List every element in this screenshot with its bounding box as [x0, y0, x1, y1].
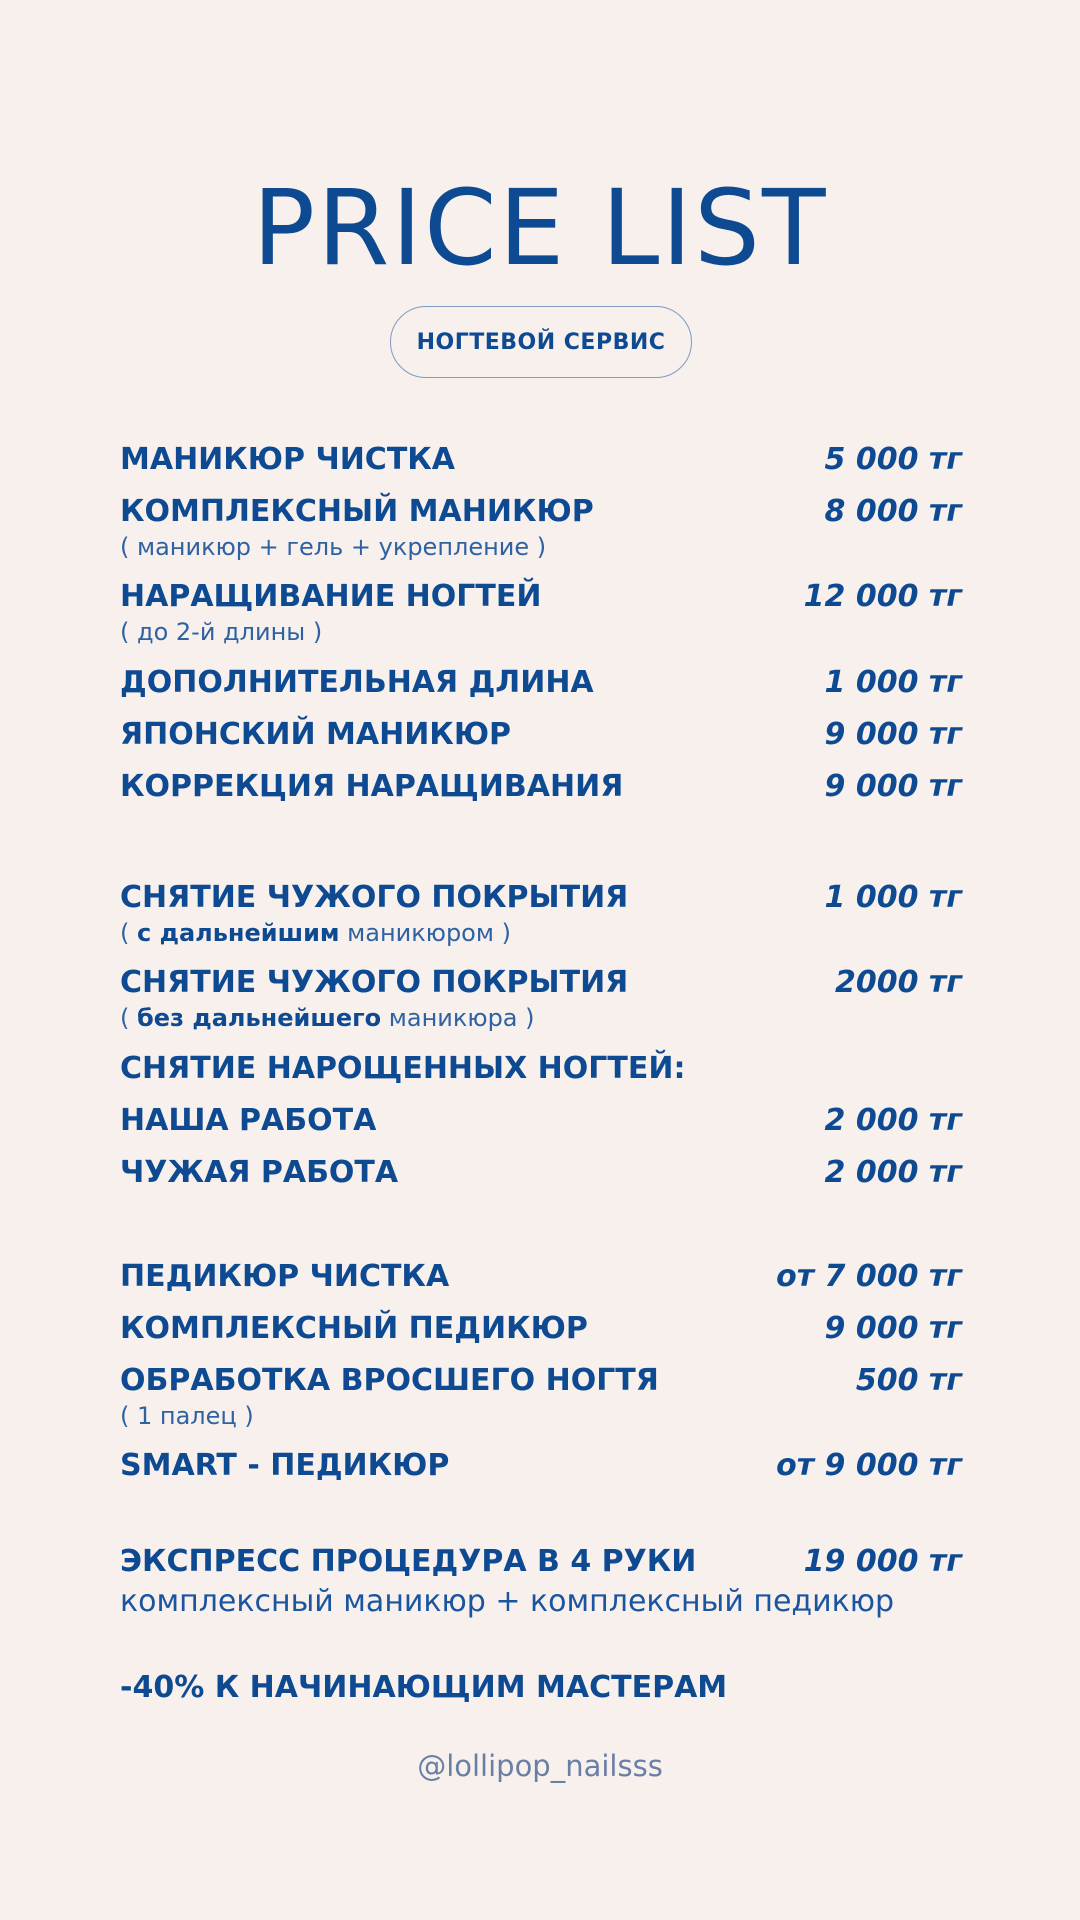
- item-note: ( маникюр + гель + укрепление ): [120, 533, 547, 561]
- item-name: ЯПОНСКИЙ МАНИКЮР: [120, 717, 512, 752]
- item-name: МАНИКЮР ЧИСТКА: [120, 442, 456, 477]
- item-name: СНЯТИЕ ЧУЖОГО ПОКРЫТИЯ: [120, 965, 629, 1000]
- item-price: от 9 000 тг: [776, 1448, 962, 1483]
- item-price: 19 000 тг: [803, 1544, 962, 1579]
- item-price: 9 000 тг: [824, 769, 962, 804]
- page-title: PRICE LIST: [252, 167, 828, 289]
- item-note: ( до 2-й длины ): [120, 618, 323, 646]
- item-price: 9 000 тг: [824, 1311, 962, 1346]
- item-note: ( без дальнейшего маникюра ): [120, 1004, 535, 1032]
- group-heading: СНЯТИЕ НАРОЩЕННЫХ НОГТЕЙ:: [120, 1051, 686, 1086]
- item-name: ДОПОЛНИТЕЛЬНАЯ ДЛИНА: [120, 665, 594, 700]
- item-price: 8 000 тг: [824, 494, 962, 529]
- item-name: СНЯТИЕ ЧУЖОГО ПОКРЫТИЯ: [120, 880, 629, 915]
- item-name: SMART - ПЕДИКЮР: [120, 1448, 450, 1483]
- item-price: 2 000 тг: [824, 1103, 962, 1138]
- price-list: [120, 0, 962, 1920]
- item-name: ПЕДИКЮР ЧИСТКА: [120, 1259, 450, 1294]
- item-name: КОМПЛЕКСНЫЙ МАНИКЮР: [120, 494, 594, 529]
- item-price: от 7 000 тг: [776, 1259, 962, 1294]
- discount-text: -40% К НАЧИНАЮЩИМ МАСТЕРАМ: [120, 1670, 728, 1705]
- item-price: 1 000 тг: [824, 880, 962, 915]
- express-description: комплексный маникюр + комплексный педикюр: [120, 1584, 895, 1619]
- item-note: ( с дальнейшим маникюром ): [120, 919, 511, 947]
- item-name: ЭКСПРЕСС ПРОЦЕДУРА В 4 РУКИ: [120, 1544, 697, 1579]
- category-badge-label: НОГТЕВОЙ СЕРВИС: [416, 329, 666, 355]
- item-price: 5 000 тг: [824, 442, 962, 477]
- item-price: 2 000 тг: [824, 1155, 962, 1190]
- item-name: КОРРЕКЦИЯ НАРАЩИВАНИЯ: [120, 769, 624, 804]
- item-name: НАРАЩИВАНИЕ НОГТЕЙ: [120, 579, 542, 614]
- instagram-handle: @lollipop_nailsss: [417, 1749, 663, 1783]
- item-price: 12 000 тг: [803, 579, 962, 614]
- item-name: ЧУЖАЯ РАБОТА: [120, 1155, 399, 1190]
- item-name: НАША РАБОТА: [120, 1103, 377, 1138]
- item-price: 2000 тг: [834, 965, 962, 1000]
- item-note: ( 1 палец ): [120, 1402, 254, 1430]
- item-name: КОМПЛЕКСНЫЙ ПЕДИКЮР: [120, 1311, 588, 1346]
- item-price: 9 000 тг: [824, 717, 962, 752]
- item-price: 500 тг: [855, 1363, 962, 1398]
- item-name: ОБРАБОТКА ВРОСШЕГО НОГТЯ: [120, 1363, 659, 1398]
- item-price: 1 000 тг: [824, 665, 962, 700]
